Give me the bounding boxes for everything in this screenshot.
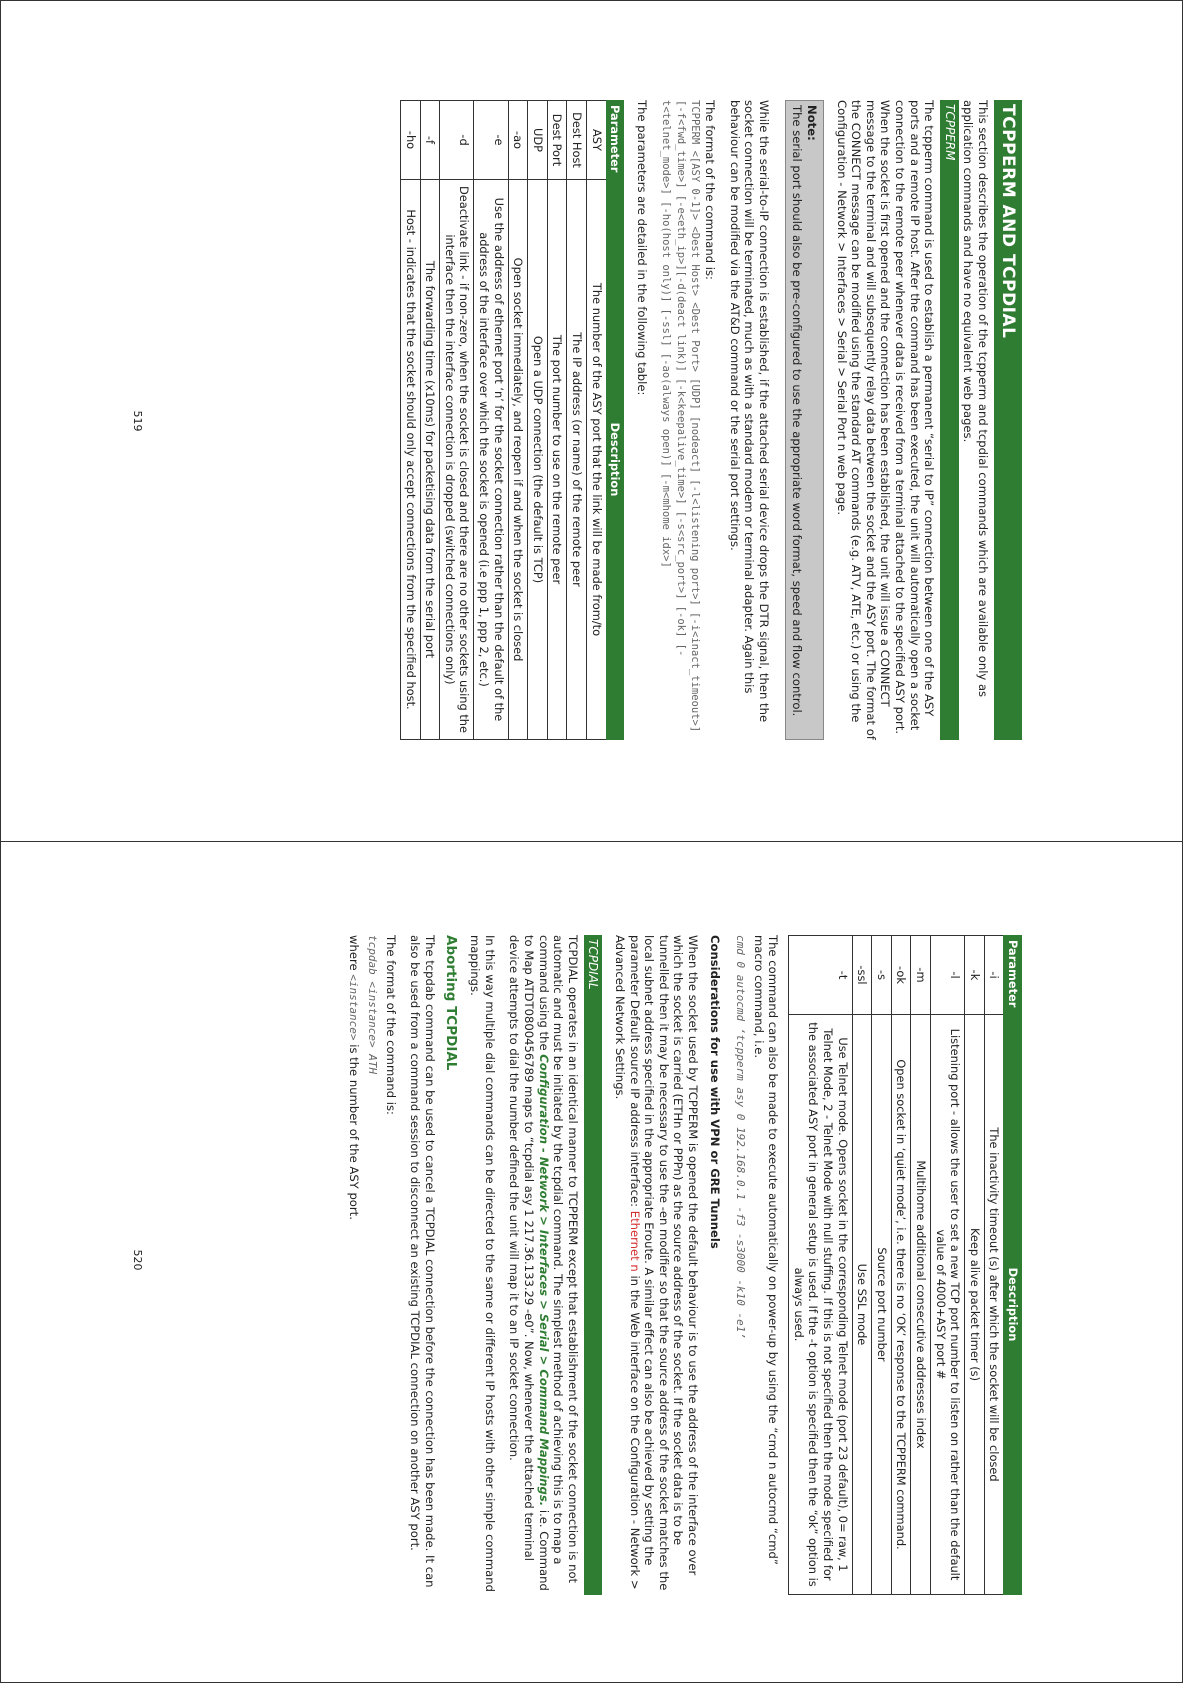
desc-cell: Use Telnet mode. Opens socket in the corresponding Telnet mode (port 23 default), 0= raw, 1 Telnet Mode, 2 - Telnet Mode with null stuffing. If this is not specified then the mode specified for the associated ASY port in general setup is used. If the -t option is specified then the “ok” option is always used.: [789, 1015, 852, 1595]
vpn-text-end: in the Web interface on the Configuration - Network > Advanced Network Settings.: [612, 935, 642, 1590]
param-cell: -ok: [891, 936, 911, 1015]
table-row: [931, 936, 965, 1595]
table-intro: The parameters are detailed in the following table:: [634, 100, 649, 396]
desc-cell: The forwarding time (x10ms) for packetising data from the serial port: [420, 180, 440, 740]
where-text-end: is the number of the ASY port.: [346, 1044, 361, 1220]
page-number: 520: [131, 1249, 144, 1271]
page-divider: [0, 841, 1183, 842]
param-cell: Dest Host: [567, 101, 587, 180]
desc-cell: The IP address (or name) of the remote peer: [567, 180, 587, 740]
desc-cell: The number of the ASY port that the link will be made from/to: [586, 180, 606, 740]
desc-cell: Keep alive packet timer (s): [965, 1015, 985, 1595]
header-description: Description: [1004, 1015, 1022, 1595]
note-heading: Note:: [805, 105, 820, 141]
command-mappings-link: Configuration - Network > Interfaces > Serial > Command Mappings.: [536, 1054, 551, 1507]
table-row: [547, 101, 567, 740]
page-519: [400, 100, 1022, 740]
table-row: [474, 101, 508, 740]
desc-cell: The port number to use on the remote peer: [547, 180, 567, 740]
note-text: The serial port should also be pre-configured to use the appropriate word format, speed and flow control.: [790, 105, 805, 717]
header-parameter: Parameter: [606, 101, 624, 180]
multiple-dial-paragraph: In this way multiple dial commands can be directed to the same or different IP hosts with other simple command mappings.: [468, 935, 497, 1592]
tcpperm-description: The tcpperm command is used to establish a permanent “serial to IP” connection between one of the ASY ports and a remote IP host. After the command has been executed, the unit will automatically open a socket connection to the remote peer whenever data is received from a terminal attached to the specified ASY port. When the socket is first opened and the connection has been established, the unit will issue a CONNECT message to the terminal and will subsequently relay data between the socket and the ASY port. The format of the CONNECT message can be modified using the standard AT commands (e.g. ATV, ATE, etc.) or using the Configuration - Network > Interfaces > Serial > Serial Port n web page.: [834, 100, 937, 740]
ethernet-n-highlight: Ethernet n: [627, 1210, 642, 1272]
desc-cell: Use SSL mode: [852, 1015, 872, 1595]
param-cell: ASY: [586, 101, 606, 180]
note-box: [785, 100, 824, 740]
desc-cell: Open a UDP connection (the default is TCP): [528, 180, 548, 740]
table-row: [567, 101, 587, 740]
dtr-paragraph: While the serial-to-IP connection is established, if the attached serial device drops the DTR signal, then the socket connection will be terminated, much as with a standard modem or terminal adapter. Again this behaviour can be modified via the AT&D command or the serial port settings.: [727, 100, 771, 723]
param-cell: -ho: [401, 101, 421, 180]
tcpdial-text-end: i.e. Command to Map ATDT0800456789 maps to “tcpdial asy 1 217.36.133.29 -e0”. Now, whenever the attached terminal device attempts to dial the number defined the unit will map it to an IP socket connection.: [507, 935, 551, 1591]
abort-paragraph: The tcpdab command can be used to cancel a TCPDIAL connection before the connection has been made. It can also be used from a command session to disconnect an existing TCPDIAL connection on another ASY port.: [408, 935, 437, 1588]
subsection-title-tcpperm: TCPPERM: [940, 100, 959, 740]
desc-cell: Use the address of ethernet port ‘n’ for the socket connection rather than the default of the address of the interface over which the socket is opened (i.e ppp 1, ppp 2, etc.): [474, 180, 508, 740]
table-row: [891, 936, 911, 1595]
vpn-paragraph: [612, 935, 700, 1595]
header-parameter: Parameter: [1004, 936, 1022, 1015]
table-row: [872, 936, 892, 1595]
abort-code: tcpdab <instance> ATH: [366, 935, 380, 1075]
desc-cell: Multihome additional consecutive addresses index: [911, 1015, 931, 1595]
autocmd-text: The command can also be made to execute automatically on power-up by using the “cmd n autocmd “cmd” macro command, i.e.: [751, 935, 781, 1565]
parameter-table-continued: [788, 935, 1022, 1595]
param-cell: -s: [872, 936, 892, 1015]
param-cell: -l: [931, 936, 965, 1015]
format-label: The format of the command is:: [703, 100, 718, 280]
table-row: [984, 936, 1004, 1595]
param-cell: -d: [440, 101, 474, 180]
tcpdial-text: TCPDIAL operates in an identical manner to TCPPERM except that establishment of the socket connection is not automatic and must be initiated by the tcpdial command. The simplest method of achieving this is to map a command using the: [536, 935, 580, 1584]
autocmd-code: cmd 0 autocmd ‘tcpperm asy 0 192.168.0.1 -f3 -s3000 -k10 -e1’: [734, 935, 748, 1339]
intro-text: This section describes the operation of the tcpperm and tcpdial commands which are available only as application commands and have no equivalent web pages.: [961, 100, 990, 698]
desc-cell: Source port number: [872, 1015, 892, 1595]
table-row: [965, 936, 985, 1595]
param-cell: -ao: [508, 101, 528, 180]
param-cell: -ssl: [852, 936, 872, 1015]
table-row: [508, 101, 528, 740]
page-number: 519: [131, 410, 144, 432]
tcpdial-paragraph: [507, 935, 580, 1595]
command-format: TCPPERM <[ASY 0-1]> <Dest Host> <Dest Port> [UDP] [nodeact] [-l<listening port>] [-i<inact_timeout>] [-f<fwd_time>] [-e<eth_ip>][-d(deact link)] [-k<keepalive_time>] [-s<src_port>] [-ok] [-t<telnet_mode>] [-ho(host only)] [-ssl] [-ao(always open)] [-m<mhome idx>]: [660, 100, 702, 733]
desc-cell: Host - indicates that the socket should only accept connections from the specified host.: [401, 180, 421, 740]
table-row: [528, 101, 548, 740]
vpn-text: When the socket used by TCPPERM is opened the default behaviour is to use the address of the interface over which the socket is carried (ETHn or PPPn) as the source address of the socket. If the socket data is to be tunnelled then it may be necessary to use the -en modifier so that the source address of the socket matches the local subnet address specified in the appropriate Eroute. A similar effect can also be achieved by setting the parameter Default source IP address interface:: [627, 935, 700, 1591]
aborting-heading: Aborting TCPDIAL: [442, 935, 459, 1071]
desc-cell: Deactivate link - if non-zero, when the socket is closed and there are no other sockets using the interface then the interface connection is dropped (switched connections only): [440, 180, 474, 740]
desc-cell: Open socket immediately, and reopen if and when the socket is closed: [508, 180, 528, 740]
desc-cell: Open socket in ‘quiet mode’, i.e. there is no ‘OK’ response to the TCPPERM command.: [891, 1015, 911, 1595]
table-row: [440, 101, 474, 740]
where-line: [345, 935, 361, 1595]
param-cell: -e: [474, 101, 508, 180]
param-cell: -f: [420, 101, 440, 180]
desc-cell: Listening port - allows the user to set a new TCP port number to listen on rather than the default value of 4000+ASY port #: [931, 1015, 965, 1595]
subsection-title-tcpdial: TCPDIAL: [584, 935, 603, 1595]
desc-cell: The inactivity timeout (s) after which the socket will be closed: [984, 1015, 1004, 1595]
param-cell: -t: [789, 936, 852, 1015]
table-row: [401, 101, 421, 740]
parameter-table: [400, 100, 624, 740]
param-cell: -k: [965, 936, 985, 1015]
param-cell: -m: [911, 936, 931, 1015]
param-cell: -i: [984, 936, 1004, 1015]
table-row: [420, 101, 440, 740]
where-text: where: [346, 935, 361, 971]
instance-code: <instance>: [346, 974, 360, 1041]
param-cell: Dest Port: [547, 101, 567, 180]
table-row: [852, 936, 872, 1595]
table-row: [789, 936, 852, 1595]
vpn-heading: Considerations for use with VPN or GRE Tunnels: [708, 935, 723, 1249]
param-cell: UDP: [528, 101, 548, 180]
abort-format-label: The format of the command is:: [383, 935, 398, 1115]
table-row: [586, 101, 606, 740]
section-title: TCPPERM AND TCPDIAL: [994, 100, 1022, 740]
table-row: [911, 936, 931, 1595]
header-description: Description: [606, 180, 624, 740]
page-520: [335, 935, 1022, 1595]
